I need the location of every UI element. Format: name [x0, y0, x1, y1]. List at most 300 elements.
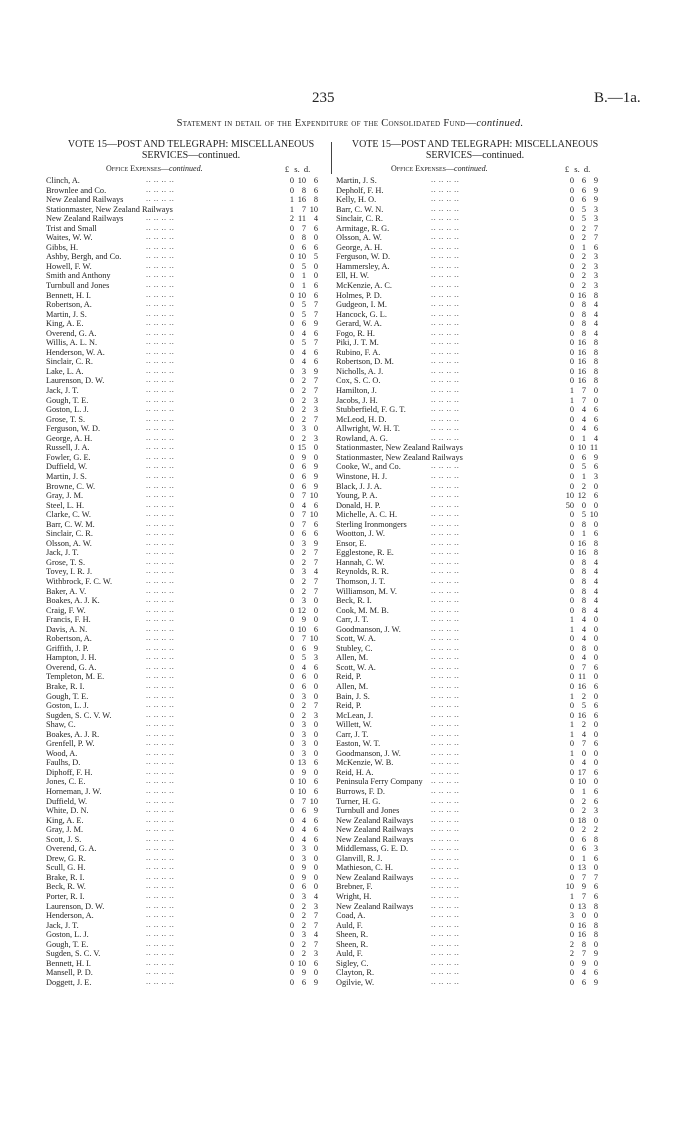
leader-dots: .. .. .. .. — [146, 260, 175, 270]
pence-amount: 0 — [313, 748, 318, 758]
payee-name: Duffield, W. — [46, 796, 88, 806]
expense-row — [336, 424, 614, 434]
pence-amount: 6 — [313, 787, 318, 796]
shillings-amount: 2 — [301, 710, 306, 720]
expense-row — [46, 882, 336, 892]
payee-name: George, A. H. — [46, 433, 93, 443]
payee-name: King, A. E. — [46, 319, 84, 329]
expense-row — [336, 252, 614, 262]
payee-name: Sheen, R. — [336, 930, 369, 940]
pence-amount: 4 — [313, 214, 318, 224]
shillings-amount: 16 — [577, 366, 586, 376]
pence-amount: 4 — [593, 576, 598, 586]
shillings-amount: 9 — [301, 872, 306, 882]
payee-name: Bennett, H. I. — [46, 958, 91, 968]
pounds-amount: 1 — [569, 615, 574, 625]
leader-dots: .. .. .. .. — [431, 776, 460, 786]
pence-amount: 6 — [313, 777, 318, 787]
payee-name: Cox, S. C. O. — [336, 376, 381, 386]
shillings-amount: 6 — [301, 643, 306, 653]
pence-amount: 3 — [593, 252, 598, 262]
shillings-amount: 2 — [301, 576, 306, 586]
payee-name: Black, J. J. A. — [336, 481, 382, 491]
pounds-amount: 0 — [569, 767, 574, 777]
shillings-amount: 2 — [301, 920, 306, 930]
payee-name: Diphoff, F. H. — [46, 767, 93, 777]
pence-amount: 6 — [593, 491, 598, 501]
leader-dots: .. .. .. .. — [146, 432, 175, 442]
pounds-amount: 0 — [569, 787, 574, 796]
leader-dots: .. .. .. .. — [146, 175, 175, 184]
shillings-amount: 9 — [301, 615, 306, 625]
pence-amount: 6 — [313, 529, 318, 539]
leader-dots: .. .. .. .. — [146, 490, 175, 500]
payee-name: Winstone, H. J. — [336, 471, 388, 481]
pence-amount: 0 — [593, 758, 598, 768]
pence-amount: 3 — [593, 281, 598, 291]
expense-row — [336, 558, 614, 568]
pounds-amount: 0 — [569, 242, 574, 252]
pence-amount: 8 — [593, 357, 598, 367]
payee-name: White, D. N. — [46, 806, 89, 816]
pounds-amount: 0 — [569, 357, 574, 367]
leader-dots: .. .. .. .. — [431, 929, 460, 939]
payee-name: Auld, F. — [336, 920, 363, 930]
shillings-amount: 0 — [581, 500, 586, 510]
expense-row — [46, 682, 336, 692]
pounds-amount: 0 — [569, 586, 574, 596]
pounds-amount: 0 — [289, 328, 294, 338]
expense-row — [336, 587, 614, 597]
payee-name: Auld, F. — [336, 949, 363, 959]
shillings-amount: 7 — [301, 223, 306, 233]
shillings-amount: 6 — [581, 185, 586, 195]
expense-row — [46, 768, 336, 778]
pounds-amount: 0 — [289, 787, 294, 796]
payee-name: Trist and Small — [46, 223, 97, 233]
leader-dots: .. .. .. .. — [431, 260, 460, 270]
shillings-amount: 2 — [301, 557, 306, 567]
pence-amount: 0 — [313, 261, 318, 271]
shillings-amount: 2 — [581, 233, 586, 243]
pence-amount: 7 — [593, 233, 598, 243]
expense-row — [336, 262, 614, 272]
expense-row — [336, 959, 614, 969]
leader-dots: .. .. .. .. — [431, 327, 460, 337]
pounds-amount: 50 — [565, 500, 574, 510]
pounds-unit: £ — [284, 164, 290, 174]
expense-row — [46, 825, 336, 835]
payee-name: Brake, R. I. — [46, 872, 85, 882]
pence-amount: 6 — [313, 176, 318, 185]
payee-name: Overend, G. A. — [46, 662, 97, 672]
pence-amount: 0 — [593, 615, 598, 625]
expense-row — [46, 310, 336, 320]
expense-row — [46, 873, 336, 883]
shillings-unit: s. — [574, 164, 580, 174]
expense-row — [46, 978, 336, 988]
payee-name: Martin, J. S. — [46, 471, 87, 481]
leader-dots: .. .. .. .. — [146, 528, 175, 538]
leader-dots: .. .. .. .. — [431, 747, 460, 757]
leader-dots: .. .. .. .. — [146, 423, 175, 433]
expense-row — [46, 357, 336, 367]
pounds-amount: 0 — [569, 557, 574, 567]
payee-name: Martin, J. S. — [336, 176, 377, 185]
pounds-amount: 0 — [289, 347, 294, 357]
pounds-amount: 0 — [569, 176, 574, 185]
leader-dots: .. .. .. .. — [431, 270, 460, 280]
pence-amount: 9 — [313, 471, 318, 481]
payee-name: Cook, M. M. B. — [336, 605, 389, 615]
payee-name: Robertson, A. — [46, 634, 92, 644]
pence-amount: 4 — [593, 433, 598, 443]
payee-name: Sterling Ironmongers — [336, 519, 407, 529]
leader-dots: .. .. .. .. — [431, 891, 460, 901]
expense-row — [336, 510, 614, 520]
pence-amount: 9 — [593, 195, 598, 205]
leader-dots: .. .. .. .. — [431, 766, 460, 776]
expense-row — [336, 940, 614, 950]
pounds-amount: 0 — [289, 748, 294, 758]
leader-dots: .. .. .. .. — [146, 690, 175, 700]
pounds-amount: 0 — [289, 615, 294, 625]
pence-amount: 3 — [313, 949, 318, 959]
office-expenses-label: Office Expenses— — [106, 164, 170, 173]
expense-row — [336, 606, 614, 616]
leader-dots: .. .. .. .. — [146, 805, 175, 815]
expense-row — [46, 529, 336, 539]
leader-dots: .. .. .. .. — [146, 738, 175, 748]
leader-dots: .. .. .. .. — [431, 728, 460, 738]
pence-amount: 7 — [593, 223, 598, 233]
expense-row — [336, 357, 614, 367]
pounds-amount: 0 — [569, 643, 574, 653]
expense-row — [336, 462, 614, 472]
pounds-amount: 0 — [289, 223, 294, 233]
shillings-amount: 1 — [581, 242, 586, 252]
pence-amount: 2 — [593, 825, 598, 835]
leader-dots: .. .. .. .. — [431, 833, 460, 843]
pence-amount: 6 — [593, 662, 598, 672]
payee-name: McKenzie, W. B. — [336, 758, 394, 768]
shillings-amount: 16 — [577, 920, 586, 930]
pence-amount: 0 — [593, 634, 598, 644]
leader-dots: .. .. .. .. — [431, 518, 460, 528]
payee-name: Willis, A. L. N. — [46, 338, 98, 348]
expense-row — [336, 863, 614, 873]
pence-amount: 9 — [313, 538, 318, 548]
shillings-amount: 2 — [581, 720, 586, 730]
leader-dots: .. .. .. .. — [431, 871, 460, 881]
shillings-amount: 16 — [577, 681, 586, 691]
pence-amount: 7 — [313, 920, 318, 930]
pence-amount: 4 — [593, 557, 598, 567]
payee-name: Wood, A. — [46, 748, 78, 758]
leader-dots: .. .. .. .. — [431, 194, 460, 204]
pounds-amount: 0 — [569, 853, 574, 863]
pence-amount: 0 — [313, 605, 318, 615]
shillings-amount: 4 — [581, 968, 586, 978]
pence-amount: 8 — [593, 901, 598, 911]
payee-name: Waites, W. W. — [46, 233, 93, 243]
expense-row — [336, 348, 614, 358]
shillings-amount: 6 — [581, 844, 586, 854]
shillings-amount: 17 — [577, 767, 586, 777]
expense-row — [46, 262, 336, 272]
leader-dots: .. .. .. .. — [146, 308, 175, 318]
expense-row — [336, 816, 614, 826]
leader-dots: .. .. .. .. — [146, 270, 175, 280]
leader-dots: .. .. .. .. — [431, 690, 460, 700]
payee-name: Wootton, J. W. — [336, 529, 385, 539]
pounds-amount: 0 — [289, 968, 294, 978]
leader-dots: .. .. .. .. — [146, 623, 175, 633]
shillings-amount: 2 — [301, 939, 306, 949]
shillings-amount: 12 — [577, 491, 586, 501]
leader-dots: .. .. .. .. — [146, 184, 175, 194]
pounds-amount: 0 — [289, 433, 294, 443]
shillings-amount: 2 — [581, 252, 586, 262]
expense-row — [46, 252, 336, 262]
pence-amount: 3 — [593, 261, 598, 271]
payee-name: Bennett, H. I. — [46, 290, 91, 300]
pounds-amount: 1 — [569, 720, 574, 730]
expense-row — [46, 892, 336, 902]
pounds-amount: 0 — [289, 567, 294, 577]
pence-amount: 0 — [313, 424, 318, 434]
payee-name: Jack, J. T. — [46, 548, 79, 558]
pounds-amount: 0 — [289, 586, 294, 596]
shillings-amount: 2 — [301, 376, 306, 386]
payee-name: Grose, T. S. — [46, 557, 86, 567]
vote-heading-line1: VOTE 15—POST AND TELEGRAPH: MISCELLANEOUS — [67, 139, 315, 150]
shillings-amount: 3 — [301, 892, 306, 902]
expense-row — [336, 797, 614, 807]
leader-dots: .. .. .. .. — [146, 766, 175, 776]
pence-amount: 8 — [593, 366, 598, 376]
shillings-amount: 3 — [301, 729, 306, 739]
pounds-amount: 0 — [289, 242, 294, 252]
pounds-amount: 0 — [569, 777, 574, 787]
payee-name: Hamilton, J. — [336, 386, 377, 396]
payee-name: Gibbs, H. — [46, 242, 79, 252]
expense-row — [336, 663, 614, 673]
leader-dots: .. .. .. .. — [146, 948, 175, 958]
pounds-amount: 0 — [289, 872, 294, 882]
shillings-amount: 6 — [301, 882, 306, 892]
vote-heading-line2: SERVICES—continued. — [425, 149, 525, 161]
shillings-amount: 1 — [301, 271, 306, 281]
payee-name: Drew, G. R. — [46, 853, 86, 863]
expense-row — [336, 634, 614, 644]
pence-unit: d. — [583, 164, 591, 174]
expense-row — [46, 348, 336, 358]
pence-amount: 4 — [313, 930, 318, 940]
expense-row — [336, 472, 614, 482]
pounds-amount: 0 — [289, 958, 294, 968]
leader-dots: .. .. .. .. — [146, 728, 175, 738]
pounds-amount: 0 — [289, 481, 294, 491]
pounds-amount: 0 — [289, 261, 294, 271]
pence-amount: 6 — [593, 968, 598, 978]
leader-dots: .. .. .. .. — [431, 241, 460, 251]
payee-name: Mansell, P. D. — [46, 968, 93, 978]
shillings-amount: 2 — [301, 405, 306, 415]
payee-name: Sinclair, C. R. — [336, 214, 383, 224]
payee-name: Brake, R. I. — [46, 681, 85, 691]
pence-amount: 9 — [313, 806, 318, 816]
leader-dots: .. .. .. .. — [146, 614, 175, 624]
expense-row — [336, 176, 614, 186]
payee-name: Holmes, P. D. — [336, 290, 382, 300]
leader-dots: .. .. .. .. — [146, 910, 175, 920]
shillings-amount: 7 — [581, 395, 586, 405]
expense-row — [336, 300, 614, 310]
expense-row — [46, 415, 336, 425]
shillings-amount: 9 — [301, 863, 306, 873]
pence-amount: 0 — [593, 815, 598, 825]
payee-name: Tovey, I. R. J. — [46, 567, 93, 577]
shillings-amount: 3 — [301, 844, 306, 854]
pence-amount: 6 — [593, 462, 598, 472]
pence-amount: 10 — [309, 491, 318, 501]
payee-name: Davis, A. N. — [46, 624, 88, 634]
expense-row — [46, 443, 336, 453]
pounds-amount: 0 — [569, 366, 574, 376]
pounds-amount: 0 — [569, 567, 574, 577]
expense-row — [46, 453, 336, 463]
payee-name: Carr, J. T. — [336, 729, 369, 739]
expense-row — [336, 892, 614, 902]
pounds-amount: 0 — [569, 185, 574, 195]
leader-dots: .. .. .. .. — [431, 614, 460, 624]
pence-amount: 6 — [313, 347, 318, 357]
pence-amount: 4 — [593, 319, 598, 329]
expense-row — [336, 396, 614, 406]
leader-dots: .. .. .. .. — [431, 566, 460, 576]
shillings-amount: 6 — [301, 977, 306, 987]
leader-dots: .. .. .. .. — [431, 356, 460, 366]
payee-name: Goston, L. J. — [46, 405, 89, 415]
shillings-amount: 5 — [581, 214, 586, 224]
payee-name: Boakes, A. J. R. — [46, 729, 100, 739]
pence-amount: 7 — [313, 557, 318, 567]
pence-amount: 5 — [313, 252, 318, 262]
expense-row — [336, 319, 614, 329]
expense-row — [336, 233, 614, 243]
pounds-amount: 0 — [569, 958, 574, 968]
pounds-amount: 2 — [289, 214, 294, 224]
leader-dots: .. .. .. .. — [431, 490, 460, 500]
expense-row — [336, 195, 614, 205]
payee-name: New Zealand Railways — [336, 901, 414, 911]
pounds-amount: 0 — [569, 806, 574, 816]
pence-amount: 0 — [593, 691, 598, 701]
pounds-amount: 0 — [289, 366, 294, 376]
currency-units-header — [282, 164, 312, 174]
pence-amount: 7 — [593, 872, 598, 882]
payee-name: Gudgeon, I. M. — [336, 300, 387, 310]
shillings-amount: 10 — [297, 290, 306, 300]
pounds-amount: 0 — [289, 892, 294, 902]
leader-dots: .. .. .. .. — [146, 241, 175, 251]
leader-dots: .. .. .. .. — [146, 480, 175, 490]
shillings-amount: 9 — [581, 882, 586, 892]
expense-row — [46, 558, 336, 568]
leader-dots: .. .. .. .. — [146, 375, 175, 385]
payee-name: Easton, W. T. — [336, 739, 381, 749]
shillings-amount: 9 — [301, 452, 306, 462]
pounds-amount: 0 — [569, 433, 574, 443]
payee-name: Sinclair, C. R. — [46, 357, 93, 367]
pence-amount: 0 — [593, 386, 598, 396]
pence-amount: 3 — [593, 844, 598, 854]
expense-row — [46, 205, 336, 215]
leader-dots: .. .. .. .. — [146, 318, 175, 328]
leader-dots: .. .. .. .. — [431, 805, 460, 815]
pounds-amount: 0 — [569, 252, 574, 262]
pounds-amount: 0 — [289, 977, 294, 987]
payee-name: Allen, M. — [336, 681, 369, 691]
shillings-amount: 2 — [301, 901, 306, 911]
expense-row — [336, 644, 614, 654]
leader-dots: .. .. .. .. — [431, 824, 460, 834]
expense-row — [336, 615, 614, 625]
leader-dots: .. .. .. .. — [146, 499, 175, 509]
expense-row — [46, 405, 336, 415]
pounds-amount: 0 — [569, 634, 574, 644]
payee-name: Jack, J. T. — [46, 920, 79, 930]
shillings-amount: 6 — [581, 977, 586, 987]
leader-dots: .. .. .. .. — [146, 747, 175, 757]
leader-dots: .. .. .. .. — [146, 442, 175, 452]
shillings-amount: 1 — [581, 787, 586, 796]
expense-row — [46, 434, 336, 444]
expense-row — [46, 720, 336, 730]
payee-name: George, A. H. — [336, 242, 383, 252]
pence-amount: 0 — [313, 767, 318, 777]
leader-dots: .. .. .. .. — [431, 509, 460, 519]
expense-row — [46, 376, 336, 386]
pounds-amount: 0 — [289, 853, 294, 863]
pounds-amount: 0 — [569, 328, 574, 338]
pounds-amount: 10 — [565, 491, 574, 501]
pounds-amount: 1 — [289, 204, 294, 214]
pounds-amount: 0 — [289, 500, 294, 510]
pounds-amount: 0 — [289, 519, 294, 529]
payee-name: Carr, J. T. — [336, 615, 369, 625]
pounds-amount: 1 — [569, 395, 574, 405]
shillings-amount: 2 — [301, 586, 306, 596]
payee-name: Fowler, G. E. — [46, 452, 91, 462]
leader-dots: .. .. .. .. — [146, 776, 175, 786]
expense-row — [46, 653, 336, 663]
payee-name: New Zealand Railways — [46, 195, 124, 205]
leader-dots: .. .. .. .. — [146, 881, 175, 891]
leader-dots: .. .. .. .. — [431, 480, 460, 490]
pence-amount: 7 — [313, 548, 318, 558]
pence-amount: 6 — [313, 223, 318, 233]
payee-name: Young, P. A. — [336, 491, 378, 501]
pence-amount: 0 — [313, 720, 318, 730]
shillings-amount: 0 — [581, 748, 586, 758]
leader-dots: .. .. .. .. — [146, 633, 175, 643]
leader-dots: .. .. .. .. — [431, 852, 460, 862]
shillings-amount: 6 — [581, 176, 586, 185]
leader-dots: .. .. .. .. — [431, 470, 460, 480]
shillings-amount: 10 — [577, 777, 586, 787]
